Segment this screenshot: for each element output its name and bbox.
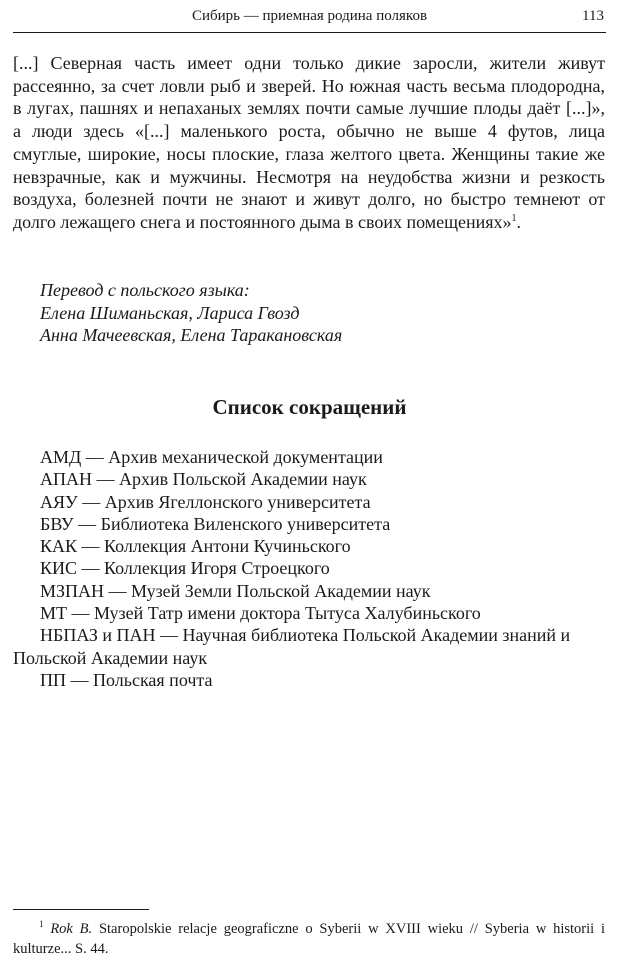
translation-label: Перевод с польского языка: — [40, 280, 250, 300]
main-paragraph: [...] Северная часть имеет одни только дикие заросли, жители живут рассеянно, за счет ловли рыб и зверей. Но южная часть весьма плодородна, в лугах, пашнях и непаханых землях почти самые лучшие плоды даёт [...]», а люди здесь «[...] маленького роста, обычно не выше 4 футов, лица смуглые, широкие, носы плоские, глаза желтого цвета. Женщины такие же невзрачные, как и мужчины. Несмотря на неудобства жизни и резкость воздуха, болезней почти не знают и живут долго, но быстро темнеют от долго лежащего снега и постоянного дыма в своих помещениях»$^1$. — [13, 53, 605, 232]
abbreviation-item: НБПАЗ и ПАН — Научная библиотека Польской Академии знаний и Польской Академии наук — [13, 625, 571, 668]
footnote-text: Staropolskie relacje geograficzne o Syberii w XVIII wieku // Syberia w historii i kulturze... S. 44. — [13, 920, 606, 957]
footnote-divider — [13, 909, 149, 910]
footnote-author: Rok B. — [50, 920, 93, 937]
main-paragraph-text: [...] Северная часть имеет одни только дикие заросли, жители живут рассеянно, за счет ловли рыб и зверей. Но южная часть весьма плодородна, в лугах, пашнях и непаханых землях почти самые лучшие плоды даёт [...]», а люди здесь «[...] маленького роста, обычно не выше 4 футов, лица смуглые, широкие, носы плоские, глаза желтого цвета. Женщины такие же невзрачные, как и мужчины. Несмотря на неудобства жизни и резкость воздуха, болезней почти не знают и живут долго, но быстро темнеют от долго лежащего снега и постоянного дыма в своих помещениях» — [13, 53, 605, 232]
page-number: 113 — [582, 8, 604, 24]
abbreviation-item: АЯУ — Архив Ягеллонского университета — [40, 491, 371, 512]
running-header — [13, 6, 606, 33]
translators-line-2: Анна Мачеевская, Елена Таракановская — [40, 325, 343, 346]
abbreviation-item: БВУ — Библиотека Виленского университета — [40, 513, 391, 534]
abbreviation-item: КАК — Коллекция Антони Кучиньского — [40, 536, 351, 557]
translation-credits — [40, 279, 342, 347]
abbreviations-list — [13, 446, 609, 691]
abbreviation-item: ПП — Польская почта — [40, 669, 213, 690]
running-title: Сибирь — приемная родина поляков — [191, 8, 428, 24]
abbreviation-item: АПАН — Архив Польской Академии наук — [40, 469, 367, 490]
abbreviation-item: АМД — Архив механической документации — [40, 447, 383, 467]
translators-line-1: Елена Шиманьская, Лариса Гвозд — [40, 302, 300, 323]
abbreviation-item: МЗПАН — Музей Земли Польской Академии наук — [40, 580, 431, 601]
abbreviation-item: КИС — Коллекция Игоря Строецкого — [40, 558, 330, 579]
footnote-reference[interactable]: 1 — [511, 212, 517, 224]
footnote — [13, 914, 605, 959]
abbreviation-item: МТ — Музей Татр имени доктора Тытуса Халубиньского — [40, 603, 481, 624]
footnote-number: 1 — [39, 919, 44, 929]
abbreviations-heading: Список сокращений — [212, 395, 407, 419]
